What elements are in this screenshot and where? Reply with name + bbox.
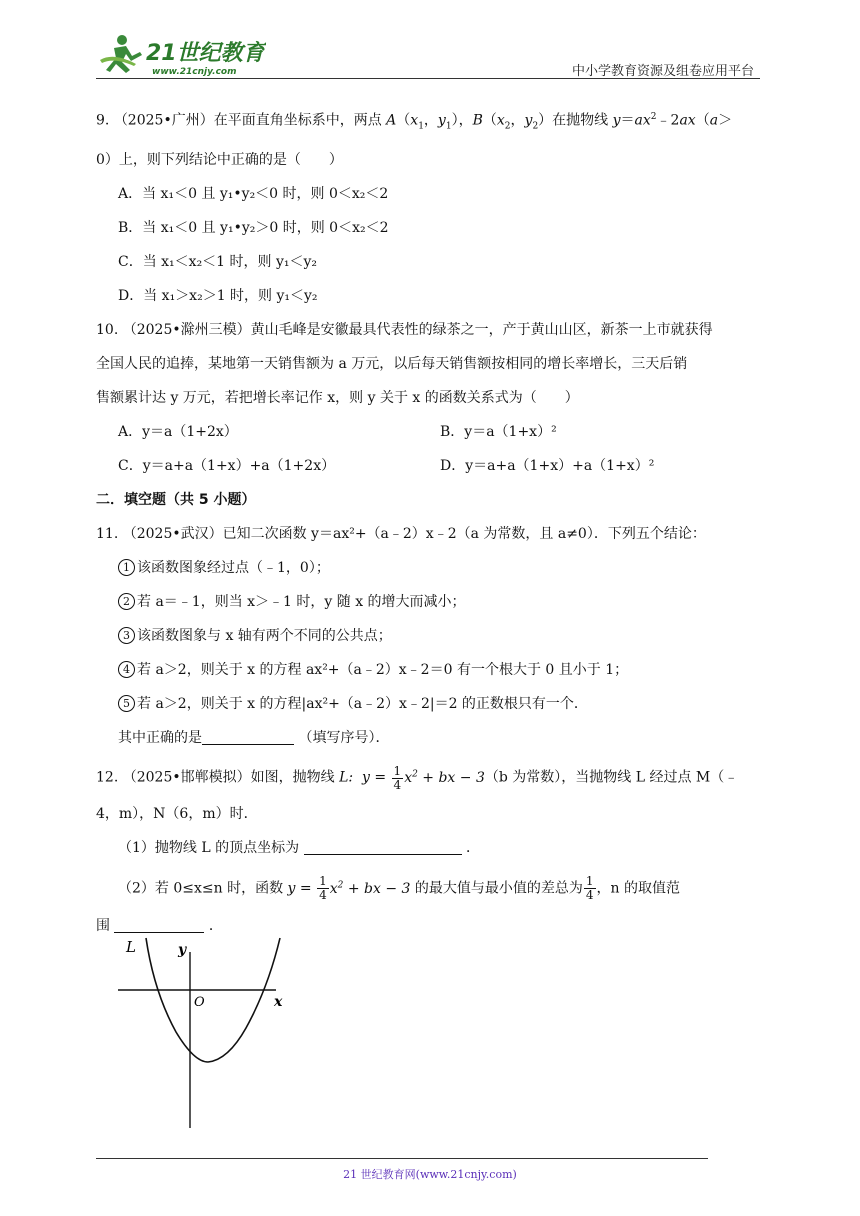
q12-stem-text2: （b 为常数），当抛物线 L 经过点 M（﹣ [484, 770, 739, 787]
q9-source: （2025•广州） [113, 112, 214, 129]
fraction-quarter: $\frac{1}{4}$ [585, 874, 594, 903]
q10-stem-line3: 售额累计达 y 万元，若把增长率记作 x，则 y 关于 x 的函数关系式为（ ） [96, 390, 579, 407]
period: ． [208, 917, 223, 934]
q10-source: （2025•滁州三模） [122, 322, 251, 339]
q10-option-b: B．y＝a（1+x）² [440, 424, 557, 441]
q12-part2: （2）若 0≤x≤n 时，函数 y = $\frac{1}{4}$ $x^2$ + bx − 3 的最大值与最小值的差总为 $\frac{1}{4}$ ，n 的取值范 [118, 874, 680, 903]
q10-stem-line2: 全国人民的追捧，某地第一天销售额为 a 万元，以后每天销售额按相同的增长率增长，三天后销 [96, 356, 688, 373]
answer-blank[interactable] [114, 916, 204, 933]
q11-answer-suffix: （填写序号）． [298, 730, 390, 747]
q12-source: （2025•邯郸模拟） [122, 770, 251, 787]
q10-option-a: A．y＝a（1+2x） [118, 424, 238, 441]
q9-option-c: C．当 x₁＜x₂＜1 时，则 y₁＜y₂ [118, 254, 318, 271]
q11-item-text: 若 a＞2，则关于 x 的方程|ax²+（a﹣2）x﹣2|＝2 的正数根只有一个． [137, 696, 588, 713]
logo-text: 21世纪教育 [146, 41, 265, 66]
q10-stem-text1: 黄山毛峰是安徽最具代表性的绿茶之一，产于黄山山区，新茶一上市就获得 [250, 322, 713, 339]
q12-stem-text1: 如图，抛物线 [250, 770, 335, 787]
q9-stem-line2 [96, 143, 762, 177]
q11-item-2 [96, 585, 762, 619]
x-axis-label: x [274, 994, 283, 1010]
header-divider [96, 78, 760, 79]
q12-part2-text-a: （2）若 0≤x≤n 时，函数 [118, 880, 284, 897]
q12-part2-text-d: 围 [96, 917, 110, 934]
platform-name: 中小学教育资源及组卷应用平台 [571, 64, 754, 79]
q11-stem [96, 517, 762, 551]
q9-paren: 0） [96, 152, 119, 169]
q12-stem-line1: 12. （2025•邯郸模拟）如图，抛物线 L: y = $\frac{1}{4}$ $x^2$ + bx − 3（b 为常数），当抛物线 L 经过点 M（﹣ [96, 763, 739, 792]
q11-item-text: 该函数图象经过点（﹣1，0）； [137, 560, 330, 577]
page-content [96, 100, 762, 943]
origin-label: O [194, 995, 205, 1010]
q10-option-d: D．y＝a+a（1+x）+a（1+x）² [440, 458, 655, 475]
y-axis-label: y [178, 942, 187, 958]
circled-number: 4 [118, 661, 135, 678]
curve-label: L [126, 938, 136, 956]
circled-number: 2 [118, 593, 135, 610]
q12-number: 12. [96, 770, 119, 787]
q9-stem-line1: 9. （2025•广州）在平面直角坐标系中，两点 $A(x_1$，$y_1$），$B(x_2$，$y_2$）在抛物线 $y=ax^2﹣2ax(a>$ [96, 112, 733, 132]
logo [96, 30, 266, 80]
q11-item-1 [96, 551, 762, 585]
circled-number: 1 [118, 559, 135, 576]
footer-divider [96, 1158, 708, 1159]
q12-part1-text: （1）抛物线 L 的顶点坐标为 [118, 840, 300, 857]
answer-blank[interactable] [304, 838, 462, 855]
q9-number: 9. [96, 112, 110, 129]
q11-source: （2025•武汉） [122, 526, 223, 543]
q11-stem-text: 已知二次函数 y＝ax²+（a﹣2）x﹣2（a 为常数，且 a≠0）．下列五个结论： [222, 526, 706, 543]
q11-item-text: 若 a＝﹣1，则当 x＞﹣1 时，y 随 x 的增大而减小； [137, 594, 466, 611]
q11-item-text: 若 a＞2，则关于 x 的方程 ax²+（a﹣2）x﹣2＝0 有一个根大于 0 且小于 1； [137, 662, 629, 679]
parabola-figure [116, 932, 296, 1132]
q12-part2-text-b: 的最大值与最小值的差总为 [414, 880, 583, 897]
q9-stem-text2: 上，则下列结论中正确的是（ ） [118, 152, 343, 169]
fraction-quarter: $\frac{1}{4}$ [393, 763, 402, 792]
q9-stem-text: 在平面直角坐标系中，两点 [213, 112, 382, 129]
q11-item-text: 该函数图象与 x 轴有两个不同的公共点； [137, 628, 392, 645]
q10-options-row2 [96, 449, 762, 483]
q9-option-d: D．当 x₁＞x₂＞1 时，则 y₁＜y₂ [118, 288, 318, 305]
q10-stem-line1 [96, 313, 762, 347]
q11-item-5 [96, 687, 762, 721]
q9-option-b: B．当 x₁＜0 且 y₁•y₂＞0 时，则 0＜x₂＜2 [118, 220, 389, 237]
fraction-quarter: $\frac{1}{4}$ [319, 874, 327, 903]
q12-part2-text-c: ，n 的取值范 [596, 880, 680, 897]
circled-number: 3 [118, 627, 135, 644]
q10-option-c: C．y＝a+a（1+x）+a（1+2x） [118, 458, 336, 475]
answer-blank[interactable] [202, 728, 294, 745]
q11-answer-prefix: 其中正确的是 [118, 730, 202, 747]
q10-number: 10. [96, 322, 119, 339]
footer-text: 21 世纪教育网(www.21cnjy.com) [343, 1168, 517, 1181]
q9-option-a: A．当 x₁＜0 且 y₁•y₂＜0 时，则 0＜x₂＜2 [118, 186, 389, 203]
q11-answer [96, 721, 762, 755]
section-title: 二．填空题（共 5 小题） [96, 492, 256, 509]
q12-stem-line2: 4，m），N（6，m）时． [96, 806, 258, 823]
page-header [96, 30, 760, 80]
q11-item-4 [96, 653, 762, 687]
q11-item-3 [96, 619, 762, 653]
q11-number: 11. [96, 526, 119, 543]
q10-options-row1 [96, 415, 762, 449]
circled-number: 5 [118, 695, 135, 712]
logo-url: www.21cnjy.com [152, 67, 237, 77]
q12-part1 [96, 831, 762, 865]
period: ． [466, 840, 481, 857]
parabola-curve [146, 938, 280, 1062]
